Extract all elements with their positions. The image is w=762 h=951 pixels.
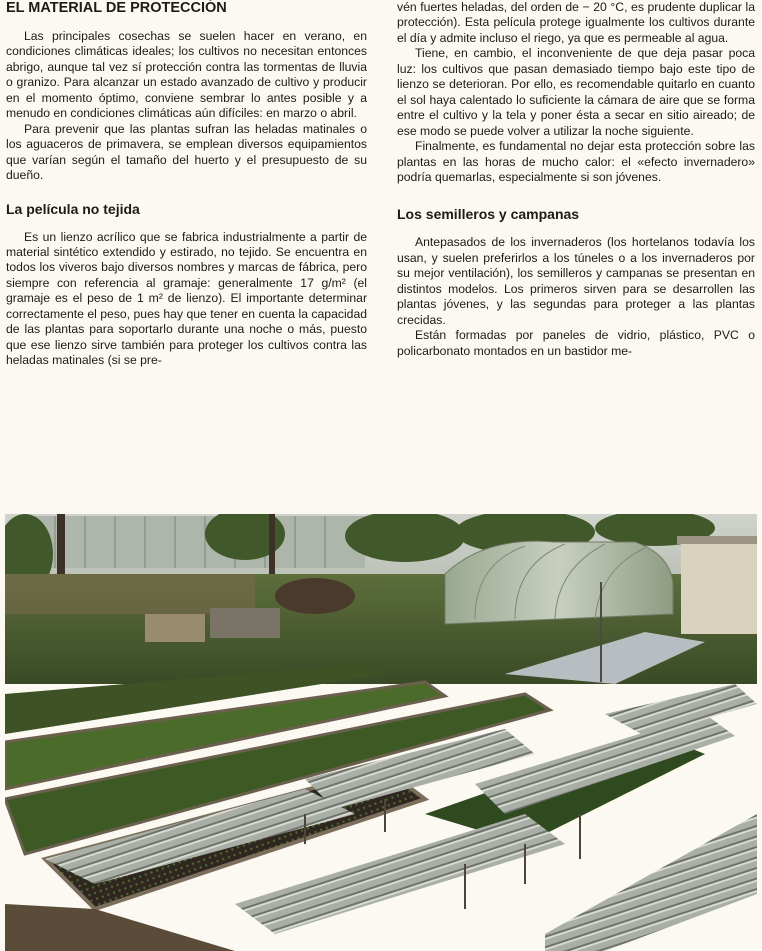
body-paragraph: Antepasados de los invernaderos (los hortelanos todavía los usan, y suelen preferirlos a los túneles o a los invernaderos por su mejor ventilación), los semilleros y campanas se presentan en distintos modelos. Los primeros sirven para se desarrollen las plantas jóvenes, y las segundas para proteger a las plantas crecidas. bbox=[397, 235, 755, 327]
body-paragraph: Es un lienzo acrílico que se fabrica industrialmente a partir de material sintético extendido y estirado, no tejido. Se encuentra en todos los viveros bajo diversos nombres y marcas de fábrica, pero siempre con referencia al gramaje: generalmente 17 g/m² (el gramaje es el peso de 1 m² de lienzo). El importante determinar correctamente el peso, pues hay que tener en cuenta la capacidad de las plantas para soportarlo durante una noche o más, puesto que ese lienzo sirve también para proteger los cultivos contra las heladas matinales (si se pre- bbox=[6, 229, 367, 368]
garden-cold-frames-photo bbox=[5, 514, 757, 951]
body-paragraph: Finalmente, es fundamental no dejar esta protección sobre las plantas en las horas de mucho calor: el «efecto invernadero» podría quemarlas, especialmente si son jóvenes. bbox=[397, 139, 755, 184]
body-paragraph: Las principales cosechas se suelen hacer en verano, en condiciones climáticas ideales; los cultivos no necesitan entonces abrigo, aunque tal vez sí protección contra las tormentas de lluvia o granizo. Para alcanzar un estado avanzado de cultivo y producir en el momento óptimo, conviene sembrar lo antes posible y a menudo en condiciones climáticas aún difíciles: en marzo o abril. bbox=[6, 29, 367, 121]
right-column bbox=[397, 0, 755, 359]
subheading-semilleros: Los semilleros y campanas bbox=[397, 206, 580, 223]
shed bbox=[681, 540, 757, 634]
body-paragraph: Están formadas por paneles de vidrio, plástico, PVC o policarbonato montados en un bastidor me- bbox=[397, 328, 755, 358]
section-heading: EL MATERIAL DE PROTECCIÓN bbox=[6, 0, 227, 16]
body-paragraph: Para prevenir que las plantas sufran las heladas matinales o los aguaceros de primavera, se emplean diversos equipamientos que varían según el tamaño del huerto y el presupuesto de su dueño. bbox=[6, 121, 367, 183]
wooden-crates bbox=[210, 608, 280, 638]
subheading-pelicula: La película no tejida bbox=[6, 200, 140, 217]
body-paragraph: vén fuertes heladas, del orden de − 20 °C, es prudente duplicar la protección). Esta película protege igualmente los cultivos durante el día y admite incluso el riego, ya que es permeable al agua. bbox=[397, 0, 755, 45]
body-paragraph: Tiene, en cambio, el inconveniente de que deja pasar poca luz: los cultivos que pasan demasiado tiempo bajo este tipo de lienzo se deterioran. Por ello, es recomendable quitarlo en cuanto el sol haya calentado lo suficiente la cámara de aire que se forma entre el cultivo y la tela y poner ésta a secar en sitio aireado; de ese modo se puede volver a utilizar la noche siguiente. bbox=[397, 46, 755, 138]
cold-frame-lids bbox=[545, 814, 757, 951]
left-column bbox=[6, 0, 367, 369]
shed-roof bbox=[677, 536, 757, 544]
foreground-ground bbox=[5, 904, 235, 951]
plastic-tunnel bbox=[445, 541, 673, 624]
wooden-crates bbox=[145, 614, 205, 642]
compost-heap bbox=[275, 578, 355, 614]
